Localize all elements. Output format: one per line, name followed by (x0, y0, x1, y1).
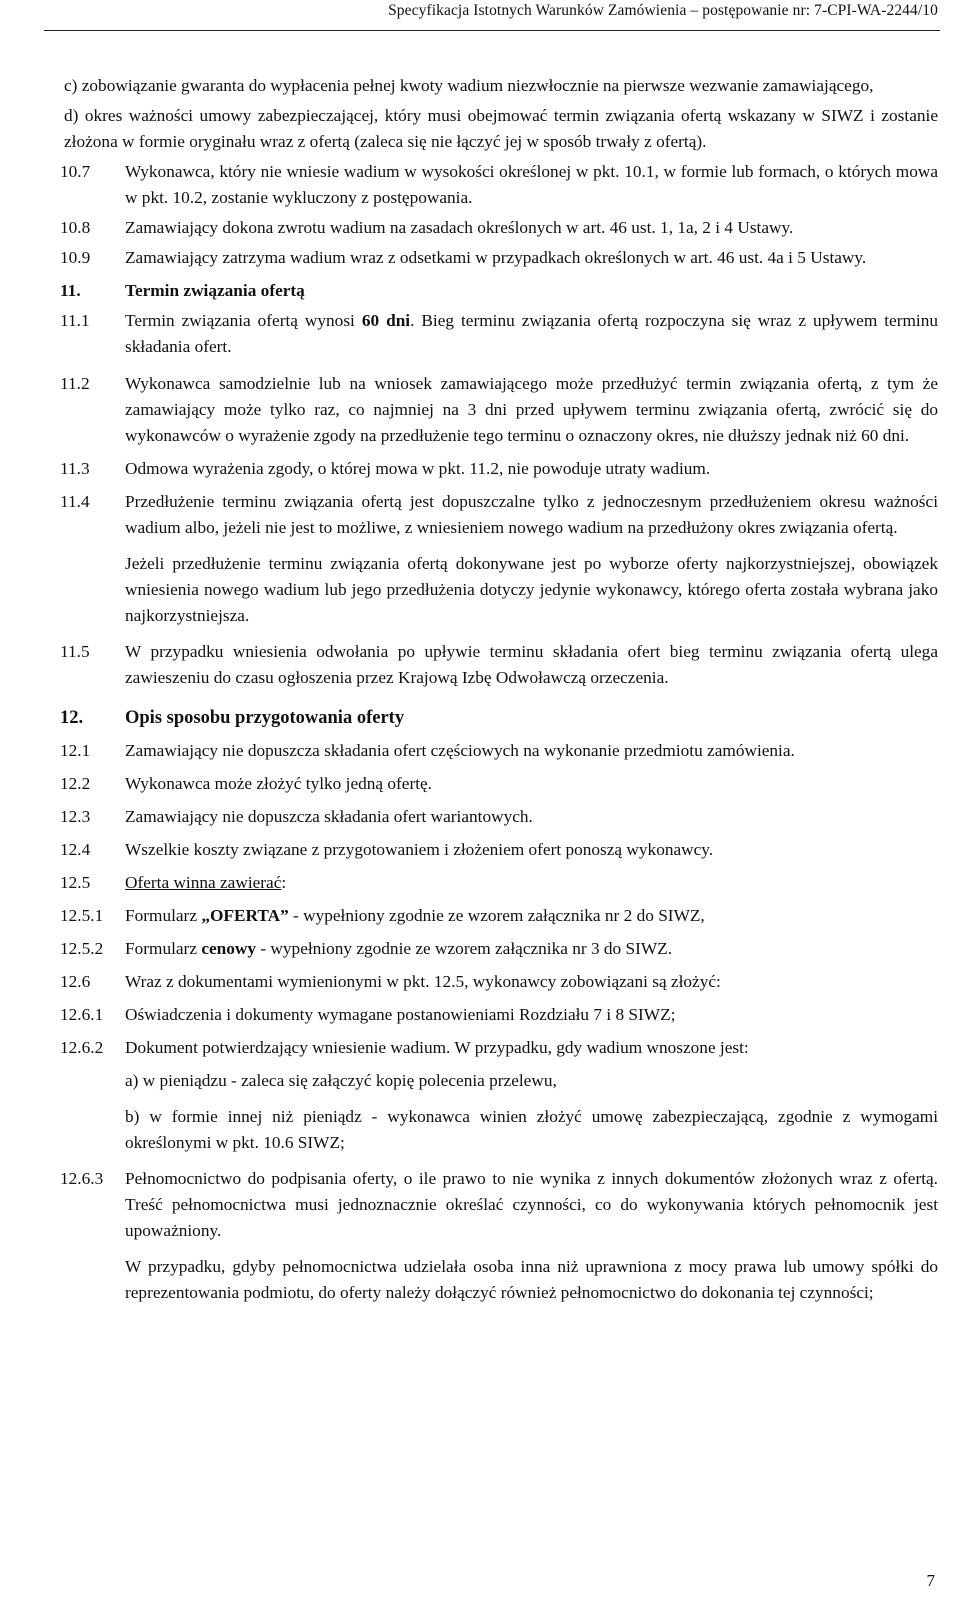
heading-11 (60, 278, 938, 304)
section-text: Wykonawca może złożyć tylko jedną ofertę. (125, 774, 433, 793)
section-number: 10.8 (60, 218, 91, 237)
section-text: Odmowa wyrażenia zgody, o której mowa w pkt. 11.2, nie powoduje utraty wadium. (125, 459, 711, 478)
bold-term: cenowy (201, 939, 257, 958)
section-number: 11.4 (60, 492, 90, 511)
section-number: 10.9 (60, 248, 91, 267)
section-10-9 (60, 245, 938, 271)
section-12-6-2-b: b) w formie innej niż pieniądz - wykonawca winien złożyć umowę zabezpieczającą, zgodnie z wymogami określonymi w pkt. 10.6 SIWZ; (125, 1107, 938, 1152)
section-text: Zamawiający dokona zwrotu wadium na zasadach określonych w art. 46 ust. 1, 1a, 2 i 4 Ustawy. (125, 218, 794, 237)
section-number: 11.2 (60, 374, 90, 393)
section-12-5-1 (60, 903, 938, 929)
header-rule (44, 30, 940, 31)
section-12-6-2-a: a) w pieniądzu - zaleca się załączyć kopię polecenia przelewu, (125, 1071, 557, 1090)
section-text: Dokument potwierdzający wniesienie wadium. W przypadku, gdy wadium wnoszone jest: (125, 1038, 749, 1057)
section-12-5-2 (60, 936, 938, 962)
section-number: 11.3 (60, 459, 90, 478)
section-text: Zamawiający zatrzyma wadium wraz z odsetkami w przypadkach określonych w art. 46 ust. 4a i 5 Ustawy. (125, 248, 867, 267)
section-text: Wszelkie koszty związane z przygotowaniem i złożeniem ofert ponoszą wykonawcy. (125, 840, 714, 859)
section-12-5 (60, 870, 938, 896)
section-12-3 (60, 804, 938, 830)
section-number: 11.5 (60, 642, 90, 661)
section-12-2 (60, 771, 938, 797)
section-text: . Bieg terminu związania ofertą rozpoczyna się wraz z upływem terminu składania ofert. (125, 311, 939, 356)
heading-12 (60, 705, 938, 731)
section-text: Formularz (125, 906, 202, 925)
document-body (60, 73, 939, 1306)
section-text: Termin związania ofertą wynosi (125, 311, 362, 330)
section-number: 12.2 (60, 774, 91, 793)
heading-title: Opis sposobu przygotowania oferty (125, 708, 405, 728)
section-text: Wykonawca, który nie wniesie wadium w wysokości określonej w pkt. 10.1, w formie lub formach, o których mowa w pkt. 10.2, zostanie wykluczony z postępowania. (125, 162, 938, 207)
section-number: 12.4 (60, 840, 91, 859)
section-number: 12.6.1 (60, 1005, 104, 1024)
section-10-8 (60, 215, 938, 241)
section-text: W przypadku wniesienia odwołania po upływie terminu składania ofert bieg terminu związania ofertą ulega zawieszeniu do czasu ogłoszenia przez Krajową Izbę Odwoławczą orzeczenia. (125, 642, 938, 687)
bold-term: „OFERTA” (201, 906, 289, 925)
bold-term: 60 dni (361, 311, 411, 330)
section-12-6 (60, 969, 938, 995)
item-c: c) zobowiązanie gwaranta do wypłacenia pełnej kwoty wadium niezwłocznie na pierwsze wezwanie zamawiającego, (64, 76, 874, 95)
section-text: - wypełniony zgodnie ze wzorem załącznika nr 3 do SIWZ. (256, 939, 673, 958)
heading-number: 12. (60, 708, 84, 728)
section-text: Wykonawca samodzielnie lub na wniosek zamawiającego może przedłużyć termin związania ofertą, z tym że zamawiający może tylko raz, co najmniej na 3 dni przed upływem terminu związania ofertą, zwrócić się do wykonawców o wyrażenie zgody na przedłużenie tego terminu o oznaczony okres, nie dłuższy jednak niż 60 dni. (125, 374, 938, 445)
section-12-6-3-paragraph: W przypadku, gdyby pełnomocnictwa udzielała osoba inna niż uprawniona z mocy prawa lub umowy spółki do reprezentowania podmiotu, do oferty należy dołączyć również pełnomocnictwo do dokonania tej czynności; (125, 1257, 938, 1302)
section-text: Pełnomocnictwo do podpisania oferty, o ile prawo to nie wynika z innych dokumentów złożonych wraz z ofertą. Treść pełnomocnictwa musi jednoznacznie określać czynności, co do wykonywania których pełnomocnik jest upoważniony. (125, 1169, 938, 1240)
section-12-4 (60, 837, 938, 863)
section-number: 12.1 (60, 741, 91, 760)
section-11-3 (60, 456, 938, 482)
section-11-1 (60, 308, 939, 360)
heading-number: 11. (60, 281, 81, 300)
section-number: 12.3 (60, 807, 91, 826)
section-text: Formularz (125, 939, 202, 958)
section-text: Wraz z dokumentami wymienionymi w pkt. 12.5, wykonawcy zobowiązani są złożyć: (125, 972, 721, 991)
section-11-5 (60, 639, 938, 691)
section-10-7 (60, 159, 938, 211)
section-12-6-1 (60, 1002, 938, 1028)
section-text: Zamawiający nie dopuszcza składania ofert wariantowych. (125, 807, 533, 826)
section-number: 12.5.2 (60, 939, 104, 958)
section-11-2 (60, 371, 938, 449)
section-number: 11.1 (60, 311, 90, 330)
section-12-6-3 (60, 1166, 938, 1244)
section-number: 12.6.2 (60, 1038, 104, 1057)
section-12-1 (60, 738, 938, 764)
section-number: 12.6.3 (60, 1169, 104, 1188)
heading-title: Termin związania ofertą (125, 281, 305, 300)
item-d: d) okres ważności umowy zabezpieczającej, który musi obejmować termin związania ofertą wskazany w SIWZ i zostanie złożona w formie oryginału wraz z ofertą (zaleca się nie łączyć jej w sposób trwały z ofertą). (64, 106, 938, 151)
section-text: Oświadczenia i dokumenty wymagane postanowieniami Rozdziału 7 i 8 SIWZ; (125, 1005, 676, 1024)
page-number: 7 (926, 1571, 935, 1590)
section-number: 12.5 (60, 873, 91, 892)
section-text: Przedłużenie terminu związania ofertą jest dopuszczalne tylko z jednoczesnym przedłużeniem okresu ważności wadium albo, jeżeli nie jest to możliwe, z wniesieniem nowego wadium na przedłużony okres związania ofertą. (125, 492, 938, 537)
section-12-6-2 (60, 1035, 938, 1061)
section-text: - wypełniony zgodnie ze wzorem załącznika nr 2 do SIWZ, (288, 906, 705, 925)
underlined-text: Oferta winna zawierać (125, 873, 282, 892)
section-number: 12.5.1 (60, 906, 104, 925)
page-header: Specyfikacja Istotnych Warunków Zamówienia – postępowanie nr: 7-CPI-WA-2244/10 (388, 2, 938, 19)
section-text: : (281, 873, 287, 892)
section-11-4 (60, 489, 938, 541)
section-number: 12.6 (60, 972, 91, 991)
section-11-4-paragraph: Jeżeli przedłużenie terminu związania ofertą dokonywane jest po wyborze oferty najkorzystniejszej, obowiązek wniesienia nowego wadium lub jego przedłużenia dotyczy jedynie wykonawcy, którego oferta została wybrana jako najkorzystniejsza. (125, 554, 938, 625)
section-number: 10.7 (60, 162, 91, 181)
section-text: Zamawiający nie dopuszcza składania ofert częściowych na wykonanie przedmiotu zamówienia. (125, 741, 795, 760)
